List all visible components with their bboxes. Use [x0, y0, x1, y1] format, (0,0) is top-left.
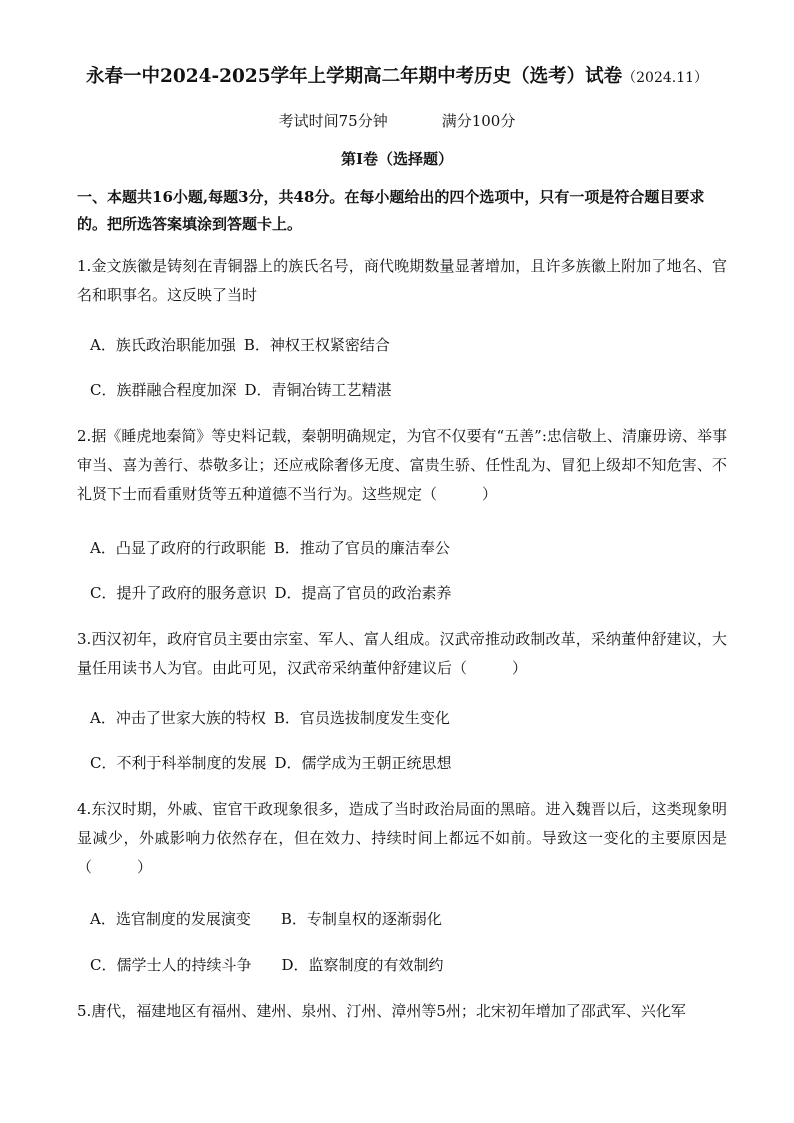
question-3-options-row-2 [90, 752, 452, 773]
question-3-option-b[interactable]: B．官员选拔制度发生变化 [273, 709, 450, 727]
question-4-option-b[interactable]: B．专制皇权的逐渐弱化 [280, 910, 442, 928]
question-2-options-row-1 [90, 537, 450, 558]
question-1-options-row-2 [90, 379, 392, 400]
question-1-option-d[interactable]: D．青铜冶铸工艺精湛 [244, 381, 392, 399]
question-3-stem: 3.西汉初年，政府官员主要由宗室、军人、富人组成。汉武帝推动政制改革，采纳董仲舒建议，大量任用读书人为官。由此可见，汉武帝采纳董仲舒建议后（ ） [77, 630, 727, 677]
exam-full-score: 满分100分 [441, 112, 516, 130]
exam-info [0, 110, 794, 131]
section-title: 第Ⅰ卷（选择题） [340, 150, 454, 168]
question-1-option-c[interactable]: C．族群融合程度加深 [90, 381, 237, 399]
question-4-options-row-2 [90, 954, 444, 975]
question-3-options-row-1 [90, 707, 450, 728]
question-4-option-c[interactable]: C．儒学士人的持续斗争 [90, 956, 252, 974]
question-2-option-b[interactable]: B．推动了官员的廉洁奉公 [273, 539, 450, 557]
question-1-options-row-1 [90, 334, 390, 355]
question-1-option-b[interactable]: B．神权王权紧密结合 [243, 336, 390, 354]
question-3-option-a[interactable]: A．冲击了世家大族的特权 [90, 709, 266, 727]
question-5-stem: 5.唐代，福建地区有福州、建州、泉州、汀州、漳州等5州；北宋初年增加了邵武军、兴化军 [77, 1002, 686, 1020]
section-instructions: 一、本题共16小题,每题3分，共48分。在每小题给出的四个选项中，只有一项是符合题目要求的。把所选答案填涂到答题卡上。 [77, 188, 705, 233]
exam-title-main: 永春一中2024-2025学年上学期高二年期中考历史（选考）试卷 [85, 66, 623, 87]
question-1-option-a[interactable]: A．族氏政治职能加强 [90, 336, 236, 354]
question-4-option-a[interactable]: A．选官制度的发展演变 [90, 910, 251, 928]
exam-time: 考试时间75分钟 [278, 112, 388, 130]
question-2-option-c[interactable]: C．提升了政府的服务意识 [90, 584, 267, 602]
question-3-option-d[interactable]: D．儒学成为王朝正统思想 [274, 754, 452, 772]
exam-title [0, 62, 794, 88]
question-1-stem: 1.金文族徽是铸刻在青铜器上的族氏名号，商代晚期数量显著增加，且许多族徽上附加了地名、官名和职事名。这反映了当时 [77, 257, 727, 304]
question-2-stem: 2.据《睡虎地秦简》等史料记载，秦朝明确规定，为官不仅要有“五善”:忠信敬上、清廉毋谤、举事审当、喜为善行、恭敬多让；还应戒除奢侈无度、富贵生骄、任性乱为、冒犯上级却不知危害、不礼贤下士而看重财货等五种道德不当行为。这些规定（ ） [77, 427, 727, 503]
question-2-option-a[interactable]: A．凸显了政府的行政职能 [90, 539, 266, 557]
question-4-options-row-1 [90, 908, 442, 929]
question-4-stem: 4.东汉时期，外戚、宦官干政现象很多，造成了当时政治局面的黑暗。进入魏晋以后，这类现象明显减少，外戚影响力依然存在，但在效力、持续时间上都远不如前。导致这一变化的主要原因是（ ） [77, 800, 727, 876]
question-4-option-d[interactable]: D．监察制度的有效制约 [281, 956, 444, 974]
question-3-option-c[interactable]: C．不利于科举制度的发展 [90, 754, 267, 772]
question-2-options-row-2 [90, 582, 452, 603]
exam-date: （2024.11） [622, 70, 709, 86]
question-2-option-d[interactable]: D．提高了官员的政治素养 [274, 584, 452, 602]
